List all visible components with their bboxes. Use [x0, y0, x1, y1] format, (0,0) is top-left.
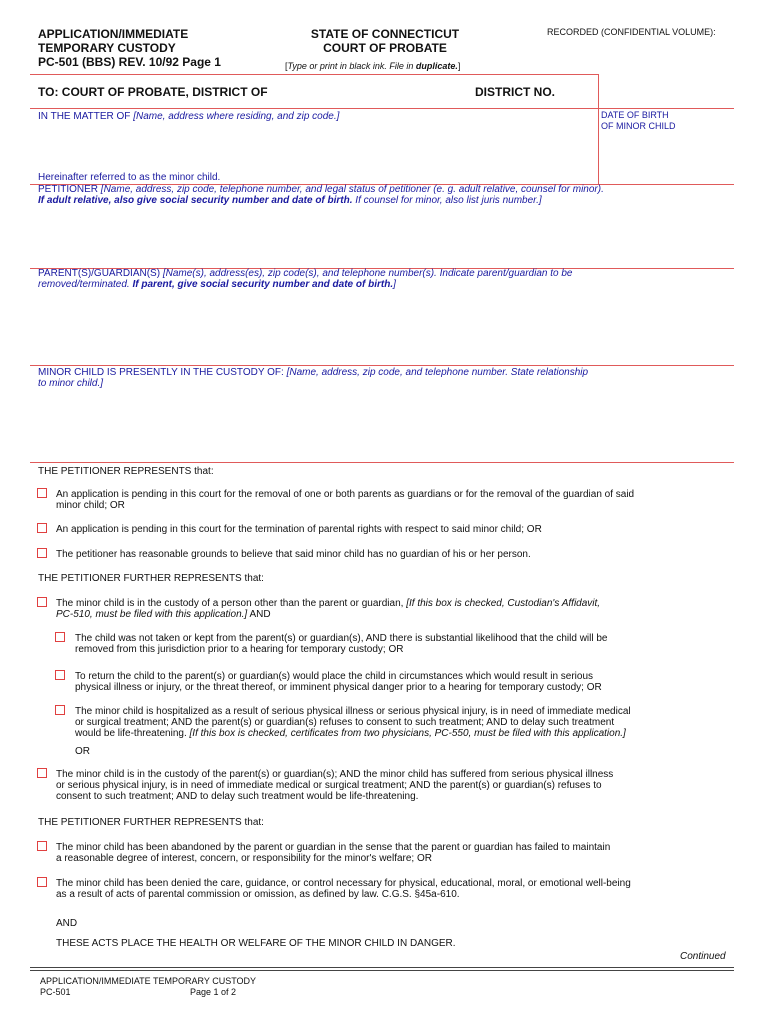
rule-parents	[30, 365, 734, 366]
footer-form-no: PC-501	[40, 987, 71, 997]
instruction-duplicate: duplicate.	[415, 61, 458, 71]
petitioner-hint-bold: If adult relative, also give social security number and date of birth.	[38, 195, 353, 206]
petitioner-field[interactable]	[38, 184, 728, 206]
rule-custody	[30, 462, 734, 463]
form-title	[38, 27, 221, 69]
option-line: as a result of acts of parental commission or omission, as defined by law. C.G.S. §45a-610.	[56, 889, 460, 900]
option-text: The minor child is in the custody of a person other than the parent or guardian,	[56, 598, 404, 609]
option-line: minor child; OR	[56, 500, 125, 511]
hereinafter-text: Hereinafter referred to as the minor child.	[38, 172, 221, 183]
checkbox-denied-care[interactable]	[37, 877, 47, 887]
dob-field[interactable]	[601, 110, 676, 132]
further-represents-heading-2: THE PETITIONER FURTHER REPRESENTS that:	[38, 817, 264, 828]
parents-label: PARENT(S)/GUARDIAN(S)	[38, 268, 161, 279]
option-line: The minor child is hospitalized as a result of serious physical illness or serious physical injury, is in need of immediate medical	[75, 706, 631, 717]
option-removal-pending	[56, 489, 634, 511]
dob-label-line: DATE OF BIRTH	[601, 110, 669, 120]
continued-text	[680, 951, 726, 962]
court-name: COURT OF PROBATE	[323, 41, 447, 55]
district-no-label[interactable]: DISTRICT NO.	[475, 85, 555, 99]
form-title-line: PC-501 (BBS) REV. 10/92 Page 1	[38, 55, 221, 69]
custody-hint: [Name, address, zip code, and telephone number. State relationship	[286, 367, 589, 378]
option-and: AND	[247, 609, 271, 620]
parents-hint-end: ]	[393, 279, 396, 290]
parents-hint: [Name(s), address(es), zip code(s), and telephone number(s). Indicate parent/guardian to be	[162, 268, 573, 279]
instruction-prefix: [	[285, 61, 288, 71]
sub-option-hospitalized	[75, 706, 631, 739]
option-denied-care	[56, 878, 631, 900]
checkbox-return-danger[interactable]	[55, 670, 65, 680]
option-line: or serious physical injury, is in need of immediate medical or surgical treatment; AND the parent(s) or guardian(s) refuses to	[56, 780, 602, 791]
parents-hint-bold: If parent, give social security number and date of birth.	[132, 279, 394, 290]
rule-court	[30, 108, 734, 109]
option-termination-pending: An application is pending in this court for the termination of parental rights with respect to said minor child; OR	[56, 524, 542, 535]
checkbox-custody-other[interactable]	[37, 597, 47, 607]
option-physician-note: [If this box is checked, certificates from two physicians, PC-550, must be filed with this application.]	[189, 728, 626, 739]
matter-label: IN THE MATTER OF	[38, 111, 131, 122]
matter-hint: [Name, address where residing, and zip code.]	[133, 111, 340, 122]
form-title-line: APPLICATION/IMMEDIATE	[38, 27, 189, 41]
option-affidavit-note-2: PC-510, must be filed with this application.]	[56, 609, 248, 620]
danger-statement: THESE ACTS PLACE THE HEALTH OR WELFARE OF THE MINOR CHILD IN DANGER.	[56, 938, 456, 949]
or-text: OR	[75, 746, 90, 757]
continued-label: Continued	[680, 951, 726, 962]
option-line: consent to such treatment; AND to delay such treatment would be life-threatening.	[56, 791, 419, 802]
matter-field[interactable]	[38, 111, 339, 122]
option-line: physical illness or injury, or the threat thereof, or imminent physical danger prior to a hearing for temporary custody; OR	[75, 682, 602, 693]
instruction-text: Type or print in black ink. File in	[287, 61, 416, 71]
option-text: would be life-threatening.	[75, 728, 187, 739]
rule-top	[30, 74, 599, 75]
checkbox-not-taken[interactable]	[55, 632, 65, 642]
footer-page: Page 1 of 2	[190, 987, 237, 997]
option-line: a reasonable degree of interest, concern, or responsibility for the minor's welfare; OR	[56, 853, 432, 864]
petitioner-hint: [Name, address, zip code, telephone number, and legal status of petitioner (e. g. adult relative, counsel for minor).	[100, 184, 604, 195]
custody-field[interactable]	[38, 367, 728, 389]
option-line: The child was not taken or kept from the parent(s) or guardian(s), AND there is substantial likelihood that the child will be	[75, 633, 608, 644]
option-line: The minor child has been abandoned by the parent or guardian in the sense that the parent or guardian has failed to maintain	[56, 842, 611, 853]
parents-field[interactable]	[38, 268, 728, 290]
option-no-guardian: The petitioner has reasonable grounds to believe that said minor child has no guardian of his or her person.	[56, 549, 531, 560]
further-represents-heading: THE PETITIONER FURTHER REPRESENTS that:	[38, 573, 264, 584]
state-name: STATE OF CONNECTICUT	[310, 27, 460, 41]
footer-rule	[30, 967, 734, 968]
footer-rule	[30, 970, 734, 971]
checkbox-termination-pending[interactable]	[37, 523, 47, 533]
option-abandoned	[56, 842, 610, 864]
instruction-suffix: ]	[457, 61, 461, 71]
dob-divider	[598, 74, 599, 184]
option-custody-other	[56, 598, 600, 620]
represents-heading: THE PETITIONER REPRESENTS that:	[38, 466, 214, 477]
sub-option-not-taken	[75, 633, 608, 655]
court-heading	[300, 27, 470, 55]
sub-option-return-danger	[75, 671, 602, 693]
option-affidavit-note: [If this box is checked, Custodian's Affidavit,	[406, 598, 601, 609]
checkbox-parent-custody-illness[interactable]	[37, 768, 47, 778]
to-court-label[interactable]: TO: COURT OF PROBATE, DISTRICT OF	[38, 85, 268, 99]
option-parent-custody-illness	[56, 769, 613, 802]
option-line: The minor child is in the custody of the parent(s) or guardian(s); AND the minor child has suffered from serious physical illness	[56, 769, 614, 780]
checkbox-abandoned[interactable]	[37, 841, 47, 851]
option-line: To return the child to the parent(s) or guardian(s) would place the child in circumstances which would result in serious	[75, 671, 594, 682]
recorded-label: RECORDED (CONFIDENTIAL VOLUME):	[547, 27, 716, 37]
checkbox-hospitalized[interactable]	[55, 705, 65, 715]
petitioner-label: PETITIONER	[38, 184, 99, 195]
form-title-line: TEMPORARY CUSTODY	[38, 41, 176, 55]
petitioner-hint-rest: If counsel for minor, also list juris number.]	[352, 195, 542, 206]
footer-title: APPLICATION/IMMEDIATE TEMPORARY CUSTODY	[40, 976, 257, 986]
checkbox-removal-pending[interactable]	[37, 488, 47, 498]
option-line: An application is pending in this court for the removal of one or both parents as guardians or for the removal of the guardian of said	[56, 489, 635, 500]
filing-instruction	[285, 61, 460, 72]
custody-label: MINOR CHILD IS PRESENTLY IN THE CUSTODY OF:	[38, 367, 284, 378]
checkbox-no-guardian[interactable]	[37, 548, 47, 558]
parents-hint-2: removed/terminated.	[38, 279, 130, 290]
dob-label-line: OF MINOR CHILD	[601, 121, 676, 131]
option-line: or surgical treatment; AND the parent(s) or guardian(s) refuses to consent to such treatment; AND to delay such treatment	[75, 717, 615, 728]
custody-hint-2: to minor child.]	[38, 378, 104, 389]
and-text: AND	[56, 918, 78, 929]
option-line: removed from this jurisdiction prior to a hearing for temporary custody; OR	[75, 644, 404, 655]
option-line: The minor child has been denied the care, guidance, or control necessary for physical, educational, moral, or emotional well-being	[56, 878, 631, 889]
